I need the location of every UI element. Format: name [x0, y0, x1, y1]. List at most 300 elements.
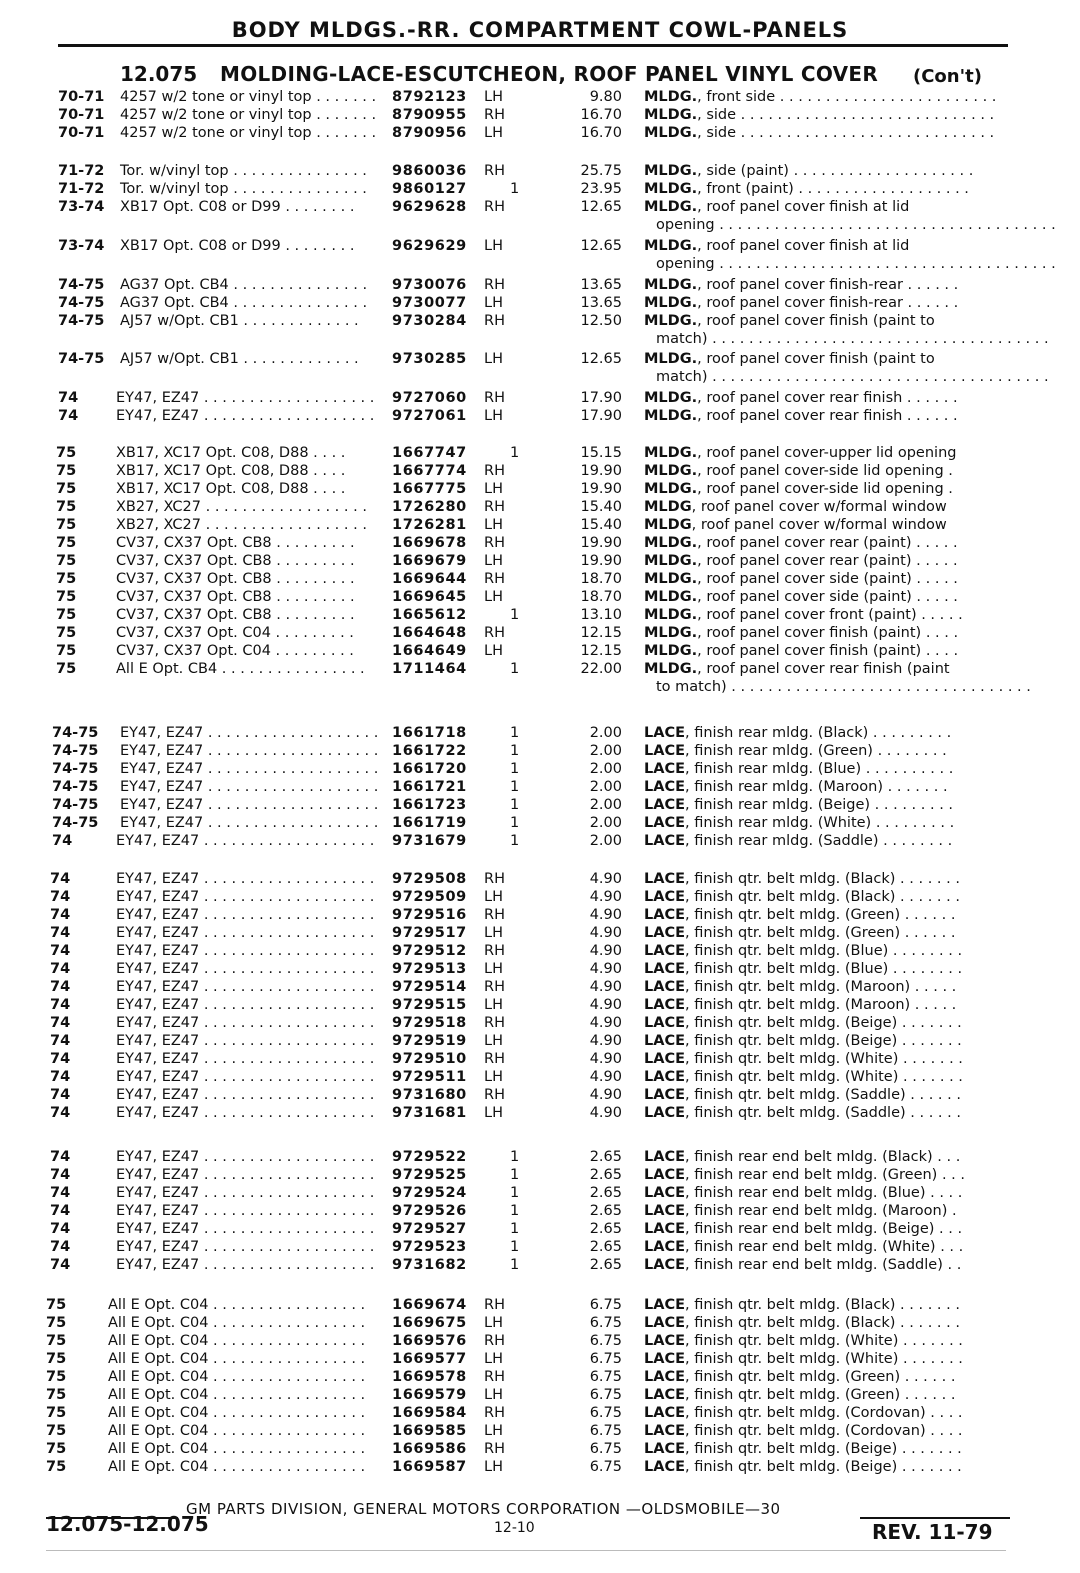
- row-model: EY47, EZ47 . . . . . . . . . . . . . . . . . . .: [116, 871, 375, 887]
- row-year: 73-74: [58, 199, 105, 215]
- row-year: 74: [50, 1257, 71, 1273]
- row-description-text: , roof panel cover finish (paint to: [697, 313, 935, 329]
- table-row: [0, 1050, 1080, 1068]
- row-description-text: , roof panel cover finish (paint) . . . .: [697, 643, 959, 659]
- table-row: [0, 624, 1080, 642]
- row-description-text: , finish rear mldg. (Blue) . . . . . . . . . .: [685, 761, 954, 777]
- row-quantity: LH: [484, 553, 503, 569]
- row-description: [644, 1068, 1006, 1086]
- row-description: [644, 870, 1006, 888]
- row-description-text: , roof panel cover-upper lid opening: [697, 445, 957, 461]
- row-price: 19.90: [580, 463, 622, 479]
- row-description-text: , roof panel cover finish (paint) . . . .: [697, 625, 959, 641]
- row-part-number: 8790956: [392, 125, 467, 141]
- row-description-text: , finish qtr. belt mldg. (Saddle) . . . . . .: [685, 1087, 961, 1103]
- row-year: 74: [50, 889, 71, 905]
- row-year: 75: [46, 1441, 67, 1457]
- row-model: EY47, EZ47 . . . . . . . . . . . . . . . . . . .: [116, 1105, 375, 1121]
- table-row: [0, 796, 1080, 814]
- row-description: [644, 1086, 1006, 1104]
- row-part-number: 1661721: [392, 779, 467, 795]
- row-price: 9.80: [589, 89, 622, 105]
- row-part-number: 9729527: [392, 1221, 467, 1237]
- row-description-type: LACE: [644, 1033, 686, 1049]
- row-price: 4.90: [589, 907, 622, 923]
- row-model: CV37, CX37 Opt. CB8 . . . . . . . . .: [116, 553, 355, 569]
- row-description-text: , side (paint) . . . . . . . . . . . . . . . . . . . .: [697, 163, 974, 179]
- row-description-text: , finish qtr. belt mldg. (Green) . . . . . .: [685, 907, 956, 923]
- row-description-type: LACE: [644, 797, 686, 813]
- table-row: [0, 870, 1080, 888]
- row-description-text: , finish qtr. belt mldg. (White) . . . . . . .: [685, 1051, 963, 1067]
- row-model: EY47, EZ47 . . . . . . . . . . . . . . . . . . .: [116, 943, 375, 959]
- table-row: [0, 1296, 1080, 1314]
- table-row: [0, 1422, 1080, 1440]
- row-year: 75: [46, 1423, 67, 1439]
- row-part-number: 1661722: [392, 743, 467, 759]
- row-year: 74: [50, 1203, 71, 1219]
- row-description-type: MLDG.: [644, 625, 698, 641]
- row-part-number: 9730285: [392, 351, 467, 367]
- table-row: [0, 237, 1080, 255]
- row-model: EY47, EZ47 . . . . . . . . . . . . . . . . . . .: [116, 1203, 375, 1219]
- row-model: All E Opt. C04 . . . . . . . . . . . . . . . . .: [108, 1387, 366, 1403]
- row-model: EY47, EZ47 . . . . . . . . . . . . . . . . . . .: [120, 779, 379, 795]
- row-model: EY47, EZ47 . . . . . . . . . . . . . . . . . . .: [116, 1257, 375, 1273]
- table-row: [0, 924, 1080, 942]
- row-description-continuation: match) . . . . . . . . . . . . . . . . . . . . . . . . . . . . . . . . . . . . .: [656, 369, 1049, 385]
- row-price: 4.90: [589, 1069, 622, 1085]
- row-description-text: , front (paint) . . . . . . . . . . . . . . . . . . .: [697, 181, 969, 197]
- row-price: 17.90: [580, 390, 622, 406]
- table-row: [0, 480, 1080, 498]
- row-model: All E Opt. C04 . . . . . . . . . . . . . . . . .: [108, 1441, 366, 1457]
- row-model: EY47, EZ47 . . . . . . . . . . . . . . . . . . .: [116, 1033, 375, 1049]
- row-description-type: LACE: [644, 1315, 686, 1331]
- row-description-text: , finish qtr. belt mldg. (Blue) . . . . . . . .: [685, 961, 963, 977]
- row-description: [644, 1440, 1006, 1458]
- row-description: [644, 978, 1006, 996]
- row-description-continuation: opening . . . . . . . . . . . . . . . . . . . . . . . . . . . . . . . . . . . . .: [656, 217, 1056, 233]
- row-model: AG37 Opt. CB4 . . . . . . . . . . . . . . .: [120, 277, 368, 293]
- row-description-continuation: opening . . . . . . . . . . . . . . . . . . . . . . . . . . . . . . . . . . . . .: [656, 256, 1056, 272]
- row-description-text: , finish rear end belt mldg. (Beige) . . .: [685, 1221, 963, 1237]
- row-description-type: MLDG.: [644, 589, 698, 605]
- row-description: [644, 1350, 1006, 1368]
- row-description-text: , finish rear end belt mldg. (Green) . . .: [685, 1167, 965, 1183]
- row-description: [644, 312, 1006, 330]
- table-row: [0, 814, 1080, 832]
- row-quantity: LH: [484, 481, 503, 497]
- row-quantity: RH: [484, 871, 505, 887]
- row-price: 18.70: [580, 589, 622, 605]
- row-description-text: , finish rear mldg. (Beige) . . . . . . . . .: [685, 797, 954, 813]
- row-model: All E Opt. C04 . . . . . . . . . . . . . . . . .: [108, 1459, 366, 1475]
- table-row: [0, 1166, 1080, 1184]
- row-quantity: LH: [484, 408, 503, 424]
- row-quantity: LH: [484, 1387, 503, 1403]
- row-description-type: LACE: [644, 1297, 686, 1313]
- row-year: 74: [50, 943, 71, 959]
- row-quantity: 1: [510, 445, 520, 461]
- table-row: [0, 642, 1080, 660]
- row-part-number: 1669587: [392, 1459, 467, 1475]
- row-description-text: , finish qtr. belt mldg. (Black) . . . . . . .: [685, 871, 960, 887]
- row-quantity: LH: [484, 295, 503, 311]
- row-part-number: 9729511: [392, 1069, 467, 1085]
- row-part-number: 9729512: [392, 943, 467, 959]
- row-part-number: 9729513: [392, 961, 467, 977]
- row-year: 75: [56, 535, 77, 551]
- row-description-text: , finish qtr. belt mldg. (White) . . . . . . .: [685, 1333, 963, 1349]
- row-price: 12.15: [580, 643, 622, 659]
- row-description: [644, 389, 1006, 407]
- row-quantity: LH: [484, 925, 503, 941]
- row-description-text: , finish rear mldg. (Black) . . . . . . . . .: [685, 725, 952, 741]
- row-price: 15.15: [580, 445, 622, 461]
- row-price: 6.75: [589, 1315, 622, 1331]
- row-description-text: , roof panel cover side (paint) . . . . .: [697, 571, 958, 587]
- row-description-text: , finish rear end belt mldg. (Saddle) . .: [685, 1257, 962, 1273]
- row-description: [644, 960, 1006, 978]
- row-year: 75: [46, 1387, 67, 1403]
- row-model: EY47, EZ47 . . . . . . . . . . . . . . . . . . .: [116, 925, 375, 941]
- row-model: EY47, EZ47 . . . . . . . . . . . . . . . . . . .: [116, 979, 375, 995]
- row-year: 74: [50, 1051, 71, 1067]
- row-part-number: 9731681: [392, 1105, 467, 1121]
- row-description-type: LACE: [644, 1459, 686, 1475]
- row-quantity: RH: [484, 313, 505, 329]
- row-description-text: , finish qtr. belt mldg. (Green) . . . . . .: [685, 1369, 956, 1385]
- row-description: [644, 1166, 1006, 1184]
- row-year: 75: [56, 607, 77, 623]
- row-year: 71-72: [58, 163, 105, 179]
- table-row: [0, 407, 1080, 425]
- row-part-number: 9729519: [392, 1033, 467, 1049]
- row-description: [644, 444, 1006, 462]
- row-quantity: RH: [484, 1087, 505, 1103]
- table-row: [0, 1238, 1080, 1256]
- row-quantity: RH: [484, 463, 505, 479]
- table-row: [0, 88, 1080, 106]
- row-quantity: LH: [484, 238, 503, 254]
- row-year: 75: [46, 1315, 67, 1331]
- row-price: 4.90: [589, 1015, 622, 1031]
- row-quantity: LH: [484, 351, 503, 367]
- footer-page-number: 12-10: [494, 1520, 535, 1536]
- table-row: [0, 1350, 1080, 1368]
- row-quantity: RH: [484, 907, 505, 923]
- row-price: 4.90: [589, 1105, 622, 1121]
- row-description: [644, 1220, 1006, 1238]
- row-year: 74: [50, 979, 71, 995]
- row-price: 2.00: [589, 761, 622, 777]
- row-quantity: 1: [510, 607, 520, 623]
- row-description-type: LACE: [644, 815, 686, 831]
- row-description-text: , finish rear mldg. (Maroon) . . . . . . .: [685, 779, 948, 795]
- row-quantity: LH: [484, 517, 503, 533]
- row-quantity: RH: [484, 1297, 505, 1313]
- row-quantity: RH: [484, 1441, 505, 1457]
- row-model: EY47, EZ47 . . . . . . . . . . . . . . . . . . .: [116, 1015, 375, 1031]
- row-part-number: 1665612: [392, 607, 467, 623]
- table-row: [0, 162, 1080, 180]
- row-description-text: , roof panel cover front (paint) . . . . .: [697, 607, 963, 623]
- row-part-number: 9729508: [392, 871, 467, 887]
- row-year: 75: [56, 445, 77, 461]
- row-description-type: MLDG.: [644, 553, 698, 569]
- row-description-type: LACE: [644, 1087, 686, 1103]
- row-model: XB27, XC27 . . . . . . . . . . . . . . . . . .: [116, 517, 367, 533]
- row-description-type: MLDG.: [644, 535, 698, 551]
- row-price: 2.00: [589, 779, 622, 795]
- footer-bottom-line: [46, 1550, 1006, 1551]
- row-model: EY47, EZ47 . . . . . . . . . . . . . . . . . . .: [116, 1149, 375, 1165]
- row-description-text: , front side . . . . . . . . . . . . . . . . . . . . . . . .: [697, 89, 997, 105]
- row-part-number: 9729509: [392, 889, 467, 905]
- row-model: All E Opt. C04 . . . . . . . . . . . . . . . . .: [108, 1405, 366, 1421]
- row-year: 74-75: [52, 761, 99, 777]
- row-quantity: 1: [510, 779, 520, 795]
- table-row: [0, 942, 1080, 960]
- row-quantity: LH: [484, 1423, 503, 1439]
- row-year: 70-71: [58, 89, 105, 105]
- row-description-text: , finish qtr. belt mldg. (Cordovan) . . . .: [685, 1423, 963, 1439]
- row-model: EY47, EZ47 . . . . . . . . . . . . . . . . . . .: [116, 1051, 375, 1067]
- row-description-text: , finish qtr. belt mldg. (White) . . . . . . .: [685, 1069, 963, 1085]
- row-price: 2.65: [589, 1203, 622, 1219]
- row-year: 75: [56, 625, 77, 641]
- row-year: 75: [56, 661, 77, 677]
- row-price: 4.90: [589, 961, 622, 977]
- row-price: 13.65: [580, 277, 622, 293]
- row-description: [644, 180, 1006, 198]
- row-quantity: 1: [510, 1149, 520, 1165]
- row-model: XB17, XC17 Opt. C08, D88 . . . .: [116, 481, 346, 497]
- row-price: 2.00: [589, 833, 622, 849]
- table-row: [0, 724, 1080, 742]
- row-part-number: 9629629: [392, 238, 467, 254]
- table-row: [0, 124, 1080, 142]
- row-part-number: 1669585: [392, 1423, 467, 1439]
- row-description-type: LACE: [644, 1387, 686, 1403]
- row-description-text: , finish qtr. belt mldg. (Beige) . . . . . . .: [685, 1033, 962, 1049]
- table-row: [0, 1104, 1080, 1122]
- row-description-type: MLDG.: [644, 661, 698, 677]
- row-description-text: , roof panel cover rear finish . . . . . .: [697, 408, 958, 424]
- row-quantity: 1: [510, 725, 520, 741]
- row-model: EY47, EZ47 . . . . . . . . . . . . . . . . . . .: [120, 743, 379, 759]
- row-quantity: 1: [510, 743, 520, 759]
- row-quantity: 1: [510, 761, 520, 777]
- table-row: [0, 1440, 1080, 1458]
- row-year: 74: [52, 833, 73, 849]
- row-part-number: 1726280: [392, 499, 467, 515]
- row-description: [644, 1458, 1006, 1476]
- row-quantity: RH: [484, 1015, 505, 1031]
- row-description-type: MLDG.: [644, 607, 698, 623]
- row-model: All E Opt. C04 . . . . . . . . . . . . . . . . .: [108, 1351, 366, 1367]
- row-description: [644, 814, 1006, 832]
- row-quantity: RH: [484, 163, 505, 179]
- row-description-continuation: match) . . . . . . . . . . . . . . . . . . . . . . . . . . . . . . . . . . . . .: [656, 331, 1049, 347]
- row-part-number: 1669577: [392, 1351, 467, 1367]
- row-year: 71-72: [58, 181, 105, 197]
- row-price: 16.70: [580, 125, 622, 141]
- row-model: XB27, XC27 . . . . . . . . . . . . . . . . . .: [116, 499, 367, 515]
- row-year: 75: [46, 1297, 67, 1313]
- row-price: 18.70: [580, 571, 622, 587]
- row-quantity: LH: [484, 1033, 503, 1049]
- row-year: 74: [50, 1149, 71, 1165]
- table-row: [0, 106, 1080, 124]
- row-price: 4.90: [589, 943, 622, 959]
- row-year: 74: [58, 390, 79, 406]
- row-model: XB17 Opt. C08 or D99 . . . . . . . .: [120, 199, 355, 215]
- row-description-text: , finish qtr. belt mldg. (Black) . . . . . . .: [685, 1315, 960, 1331]
- row-description: [644, 1238, 1006, 1256]
- table-row: [0, 1368, 1080, 1386]
- row-price: 2.00: [589, 797, 622, 813]
- row-price: 6.75: [589, 1441, 622, 1457]
- row-quantity: LH: [484, 1351, 503, 1367]
- table-row: [0, 832, 1080, 850]
- row-description: [644, 996, 1006, 1014]
- row-part-number: 1669678: [392, 535, 467, 551]
- row-description-type: MLDG.: [644, 295, 698, 311]
- row-price: 16.70: [580, 107, 622, 123]
- row-description-type: MLDG.: [644, 163, 698, 179]
- table-row: [0, 276, 1080, 294]
- row-quantity: RH: [484, 277, 505, 293]
- row-description-text: , roof panel cover rear finish . . . . . .: [697, 390, 958, 406]
- row-model: XB17, XC17 Opt. C08, D88 . . . .: [116, 445, 346, 461]
- row-year: 70-71: [58, 125, 105, 141]
- table-row: [0, 444, 1080, 462]
- row-description-type: MLDG.: [644, 481, 698, 497]
- row-description-type: LACE: [644, 1051, 686, 1067]
- row-price: 4.90: [589, 1087, 622, 1103]
- table-row: [0, 1148, 1080, 1166]
- row-quantity: RH: [484, 1405, 505, 1421]
- row-part-number: 1669674: [392, 1297, 467, 1313]
- row-description-type: LACE: [644, 1203, 686, 1219]
- row-description-text: , roof panel cover rear finish (paint: [697, 661, 950, 677]
- table-row: [0, 498, 1080, 516]
- row-year: 73-74: [58, 238, 105, 254]
- row-price: 4.90: [589, 925, 622, 941]
- row-price: 4.90: [589, 871, 622, 887]
- row-part-number: 9729515: [392, 997, 467, 1013]
- table-row: [0, 516, 1080, 534]
- row-description-type: LACE: [644, 961, 686, 977]
- row-price: 6.75: [589, 1297, 622, 1313]
- row-year: 74-75: [52, 797, 99, 813]
- row-quantity: 1: [510, 815, 520, 831]
- row-quantity: LH: [484, 997, 503, 1013]
- row-price: 4.90: [589, 997, 622, 1013]
- row-description-type: MLDG.: [644, 238, 698, 254]
- row-year: 74-75: [52, 779, 99, 795]
- footer-range: 12.075-12.075: [46, 1512, 209, 1536]
- footer-revision: REV. 11-79: [872, 1520, 993, 1544]
- row-description-type: MLDG.: [644, 107, 698, 123]
- row-model: Tor. w/vinyl top . . . . . . . . . . . . . . .: [120, 181, 367, 197]
- row-model: CV37, CX37 Opt. CB8 . . . . . . . . .: [116, 607, 355, 623]
- row-price: 19.90: [580, 535, 622, 551]
- row-part-number: 9727060: [392, 390, 467, 406]
- row-price: 2.65: [589, 1221, 622, 1237]
- row-model: EY47, EZ47 . . . . . . . . . . . . . . . . . . .: [116, 1069, 375, 1085]
- row-part-number: 9730076: [392, 277, 467, 293]
- row-part-number: 1669584: [392, 1405, 467, 1421]
- table-row: [0, 1332, 1080, 1350]
- row-price: 6.75: [589, 1369, 622, 1385]
- table-row: [0, 978, 1080, 996]
- row-model: All E Opt. C04 . . . . . . . . . . . . . . . . .: [108, 1297, 366, 1313]
- row-description-type: LACE: [644, 1441, 686, 1457]
- row-quantity: LH: [484, 1069, 503, 1085]
- row-description: [644, 480, 1006, 498]
- row-year: 70-71: [58, 107, 105, 123]
- row-description-type: MLDG: [644, 499, 692, 515]
- row-description-text: , finish qtr. belt mldg. (Maroon) . . . . .: [685, 979, 957, 995]
- table-row: [0, 462, 1080, 480]
- row-price: 6.75: [589, 1333, 622, 1349]
- table-row: [0, 350, 1080, 368]
- row-description-text: , finish qtr. belt mldg. (White) . . . . . . .: [685, 1351, 963, 1367]
- row-description-type: MLDG.: [644, 313, 698, 329]
- row-description-type: MLDG.: [644, 463, 698, 479]
- row-description: [644, 888, 1006, 906]
- row-description: [644, 924, 1006, 942]
- row-quantity: LH: [484, 961, 503, 977]
- row-description-text: , roof panel cover side (paint) . . . . .: [697, 589, 958, 605]
- row-year: 74: [50, 1105, 71, 1121]
- row-model: CV37, CX37 Opt. CB8 . . . . . . . . .: [116, 571, 355, 587]
- row-description: [644, 642, 1006, 660]
- row-part-number: 9860036: [392, 163, 467, 179]
- row-model: EY47, EZ47 . . . . . . . . . . . . . . . . . . .: [116, 1221, 375, 1237]
- row-part-number: 9729518: [392, 1015, 467, 1031]
- table-row: [0, 906, 1080, 924]
- table-row: [0, 1314, 1080, 1332]
- row-description-type: MLDG.: [644, 181, 698, 197]
- row-description: [644, 624, 1006, 642]
- row-description-text: , finish qtr. belt mldg. (Beige) . . . . . . .: [685, 1459, 962, 1475]
- row-description-type: LACE: [644, 979, 686, 995]
- row-description: [644, 552, 1006, 570]
- row-description-type: LACE: [644, 833, 686, 849]
- row-price: 4.90: [589, 889, 622, 905]
- row-year: 74: [50, 925, 71, 941]
- row-description-text: , finish qtr. belt mldg. (Beige) . . . . . . .: [685, 1015, 962, 1031]
- row-model: CV37, CX37 Opt. C04 . . . . . . . . .: [116, 643, 354, 659]
- row-model: XB17 Opt. C08 or D99 . . . . . . . .: [120, 238, 355, 254]
- row-quantity: 1: [510, 1203, 520, 1219]
- row-part-number: 9729522: [392, 1149, 467, 1165]
- row-model: EY47, EZ47 . . . . . . . . . . . . . . . . . . .: [116, 1167, 375, 1183]
- row-price: 13.65: [580, 295, 622, 311]
- row-year: 74: [50, 907, 71, 923]
- row-description-text: , roof panel cover finish-rear . . . . . .: [697, 277, 959, 293]
- row-price: 13.10: [580, 607, 622, 623]
- row-model: EY47, EZ47 . . . . . . . . . . . . . . . . . . .: [116, 1239, 375, 1255]
- row-quantity: LH: [484, 1459, 503, 1475]
- row-model: All E Opt. C04 . . . . . . . . . . . . . . . . .: [108, 1315, 366, 1331]
- row-quantity: RH: [484, 625, 505, 641]
- row-description: [644, 742, 1006, 760]
